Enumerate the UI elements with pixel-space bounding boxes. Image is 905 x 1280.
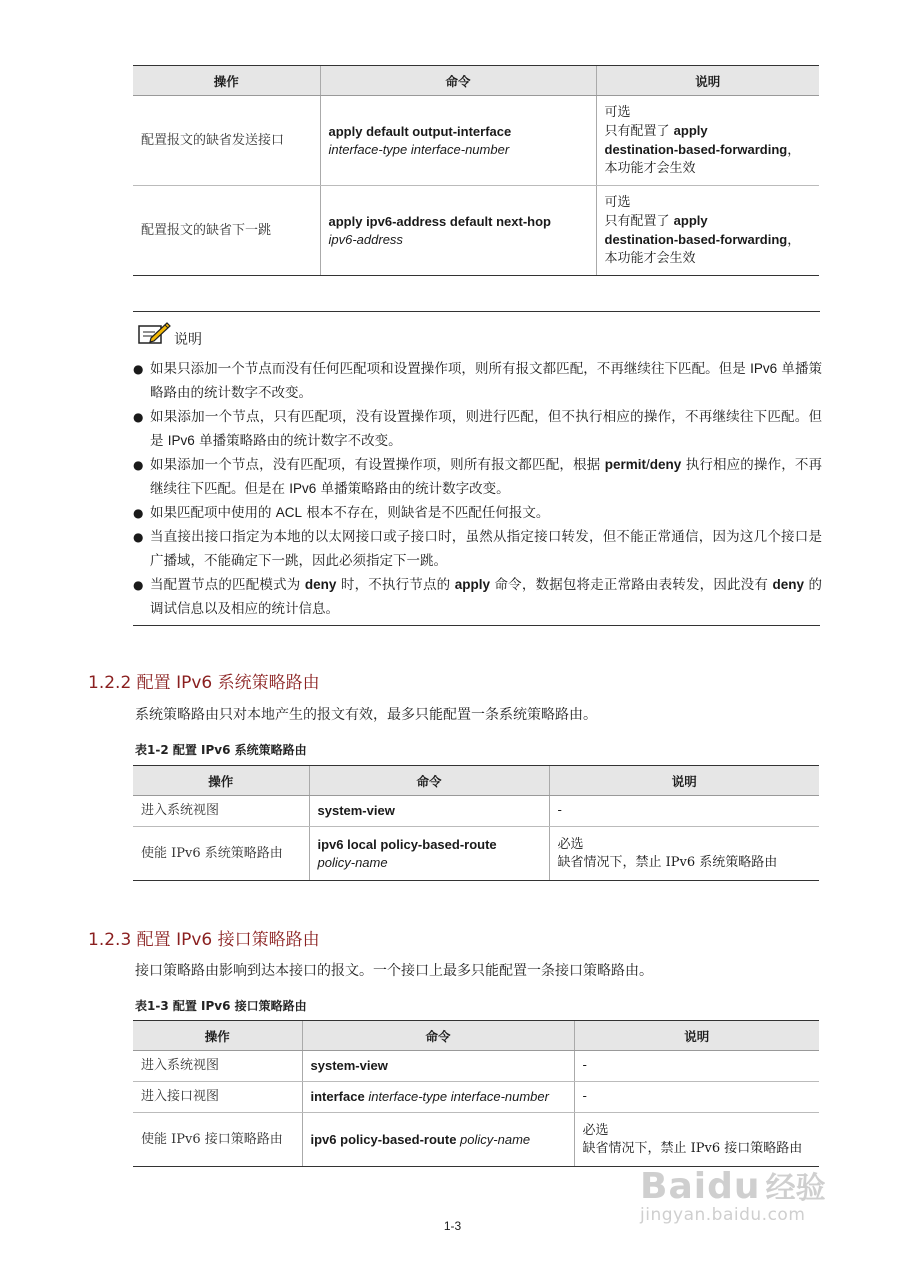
note-text: 根本不存在，则缺省是不匹配任何报文。: [302, 505, 550, 521]
bullet-icon: ●: [133, 506, 144, 520]
page-number: 1-3: [443, 1219, 462, 1233]
note-text: ACL: [275, 505, 303, 520]
desc-keyword: apply: [673, 212, 708, 228]
pencil-note-icon: [137, 320, 171, 346]
note-title: 说明: [174, 332, 202, 348]
desc-line: 可选: [604, 194, 631, 210]
note-item: [133, 453, 823, 501]
desc-keyword: destination-based-forwarding: [604, 231, 788, 247]
cell-command: [302, 1051, 574, 1082]
command-keyword: system-view: [310, 1058, 388, 1073]
note-list: [133, 357, 823, 621]
desc-line: 必选: [582, 1122, 609, 1138]
cell-operation: 使能 IPv6 接口策略路由: [133, 1113, 302, 1167]
note-text: deny: [649, 457, 682, 472]
note-item: [133, 357, 822, 405]
desc-line: 缺省情况下，禁止 IPv6 接口策略路由: [582, 1140, 803, 1156]
cell-operation: 进入系统视图: [133, 1051, 302, 1082]
note-text: 单播策略路由的统计数字改变。: [316, 481, 510, 497]
col-header-description: 说明: [574, 1021, 819, 1051]
command-argument: interface-type interface-number: [368, 1089, 549, 1104]
cell-command: [309, 827, 549, 881]
table-caption: 表1-3 配置 IPv6 接口策略路由: [135, 999, 307, 1013]
note-text: /: [645, 457, 650, 472]
desc-line: 本功能才会生效: [604, 250, 696, 266]
command-argument: policy-name: [317, 854, 388, 870]
note-text: deny: [304, 577, 337, 592]
note-text: 执行相应的操作，不再继续往下匹配。但是在: [150, 457, 823, 497]
desc-line: 只有配置了: [604, 213, 670, 229]
table-1: [133, 65, 819, 276]
command-keyword: system-view: [317, 803, 395, 818]
desc-punct: ，: [787, 232, 801, 248]
cell-command: [302, 1082, 574, 1113]
watermark-url: jingyan.baidu.com: [640, 1205, 806, 1225]
note-text: 时，不执行节点的: [336, 577, 455, 593]
col-header-operation: 操作: [133, 1021, 302, 1051]
section-title: 1.2.2 配置 IPv6 系统策略路由: [88, 673, 320, 693]
note-text: 的调试信息以及相应的统计信息。: [150, 577, 822, 617]
cell-description: -: [549, 796, 819, 827]
note-text: 当直接出接口指定为本地的以太网接口或子接口时，虽然从指定接口转发，但不能正常通信，因为这几个接口是广播域，不能确定下一跳，因此必须指定下一跳。: [150, 529, 822, 569]
note-text: IPv6: [750, 361, 778, 376]
cell-description: [596, 96, 819, 186]
col-header-command: 命令: [309, 766, 549, 796]
cell-command: [309, 796, 549, 827]
desc-keyword: destination-based-forwarding: [604, 141, 788, 157]
note-item: [133, 501, 822, 525]
cell-operation: 配置报文的缺省发送接口: [133, 96, 320, 186]
bullet-icon: ●: [133, 458, 144, 472]
table-row: [133, 1082, 819, 1113]
col-header-description: 说明: [596, 66, 819, 96]
watermark-cn: 经验: [765, 1171, 826, 1206]
col-header-description: 说明: [549, 766, 819, 796]
cell-description: [596, 186, 819, 276]
cell-operation: 使能 IPv6 系统策略路由: [133, 827, 309, 881]
note-text: deny: [772, 577, 805, 592]
cell-command: [320, 96, 596, 186]
table-2: [133, 765, 819, 881]
col-header-operation: 操作: [133, 66, 320, 96]
section-paragraph: 系统策略路由只对本地产生的报文有效，最多只能配置一条系统策略路由。: [135, 707, 597, 723]
note-text: IPv6: [167, 433, 195, 448]
cell-operation: 进入系统视图: [133, 796, 309, 827]
bullet-icon: ●: [133, 362, 144, 376]
table-row: [133, 186, 819, 276]
command-keyword: interface: [310, 1089, 365, 1104]
table-row: [133, 1113, 819, 1167]
cell-operation: 配置报文的缺省下一跳: [133, 186, 320, 276]
watermark: [640, 1163, 826, 1225]
col-header-operation: 操作: [133, 766, 309, 796]
note-text: 如果只添加一个节点而没有任何匹配项和设置操作项，则所有报文都匹配，不再继续往下匹配。但是: [150, 361, 751, 377]
desc-punct: ，: [787, 142, 801, 158]
desc-keyword: apply: [673, 122, 708, 138]
command-argument: policy-name: [460, 1131, 531, 1147]
section-paragraph: 接口策略路由影响到达本接口的报文。一个接口上最多只能配置一条接口策略路由。: [135, 963, 653, 979]
col-header-command: 命令: [302, 1021, 574, 1051]
note-text: permit: [604, 457, 646, 472]
cell-operation: 进入接口视图: [133, 1082, 302, 1113]
command-keyword: ipv6 local policy-based-route: [317, 836, 497, 852]
cell-description: -: [574, 1082, 819, 1113]
note-text: apply: [454, 577, 491, 592]
table-row: [133, 827, 819, 881]
command-keyword: apply ipv6-address default next-hop: [328, 213, 551, 229]
table-caption: 表1-2 配置 IPv6 系统策略路由: [135, 743, 307, 757]
bullet-icon: ●: [133, 578, 144, 592]
command-keyword: ipv6 policy-based-route: [310, 1131, 457, 1147]
note-text: 命令，数据包将走正常路由表转发，因此没有: [490, 577, 773, 593]
desc-line: 本功能才会生效: [604, 160, 696, 176]
note-text: 单播策略路由的统计数字不改变。: [194, 433, 402, 449]
section-title: 1.2.3 配置 IPv6 接口策略路由: [88, 930, 320, 950]
cell-description: [549, 827, 819, 881]
note-text: 如果添加一个节点，只有匹配项，没有设置操作项，则进行匹配，但不执行相应的操作，不再继续往下匹配。但是: [150, 409, 822, 449]
command-argument: interface-type interface-number: [328, 141, 510, 157]
note-text: 当配置节点的匹配模式为: [150, 577, 305, 593]
watermark-brand: Baidu: [640, 1166, 761, 1207]
table-3: [133, 1020, 819, 1167]
note-item: [133, 405, 822, 453]
note-text: 单播策略路由的统计数字不改变。: [150, 361, 822, 401]
desc-line: 必选: [557, 836, 584, 852]
table-row: [133, 96, 819, 186]
cell-description: -: [574, 1051, 819, 1082]
desc-line: 缺省情况下，禁止 IPv6 系统策略路由: [557, 854, 778, 870]
desc-line: 只有配置了: [604, 123, 670, 139]
note-text: 如果添加一个节点，没有匹配项，有设置操作项，则所有报文都匹配，根据: [150, 457, 605, 473]
cell-description: [574, 1113, 819, 1167]
cell-command: [302, 1113, 574, 1167]
table-row: [133, 1051, 819, 1082]
command-keyword: apply default output-interface: [328, 123, 512, 139]
note-text: 如果匹配项中使用的: [150, 505, 276, 521]
desc-line: 可选: [604, 104, 631, 120]
cell-command: [320, 186, 596, 276]
note-item: [133, 573, 822, 621]
col-header-command: 命令: [320, 66, 596, 96]
bullet-icon: ●: [133, 530, 144, 544]
command-argument: ipv6-address: [328, 231, 403, 247]
bullet-icon: ●: [133, 410, 144, 424]
note-item: [133, 525, 822, 573]
note-text: IPv6: [289, 481, 317, 496]
table-row: [133, 796, 819, 827]
